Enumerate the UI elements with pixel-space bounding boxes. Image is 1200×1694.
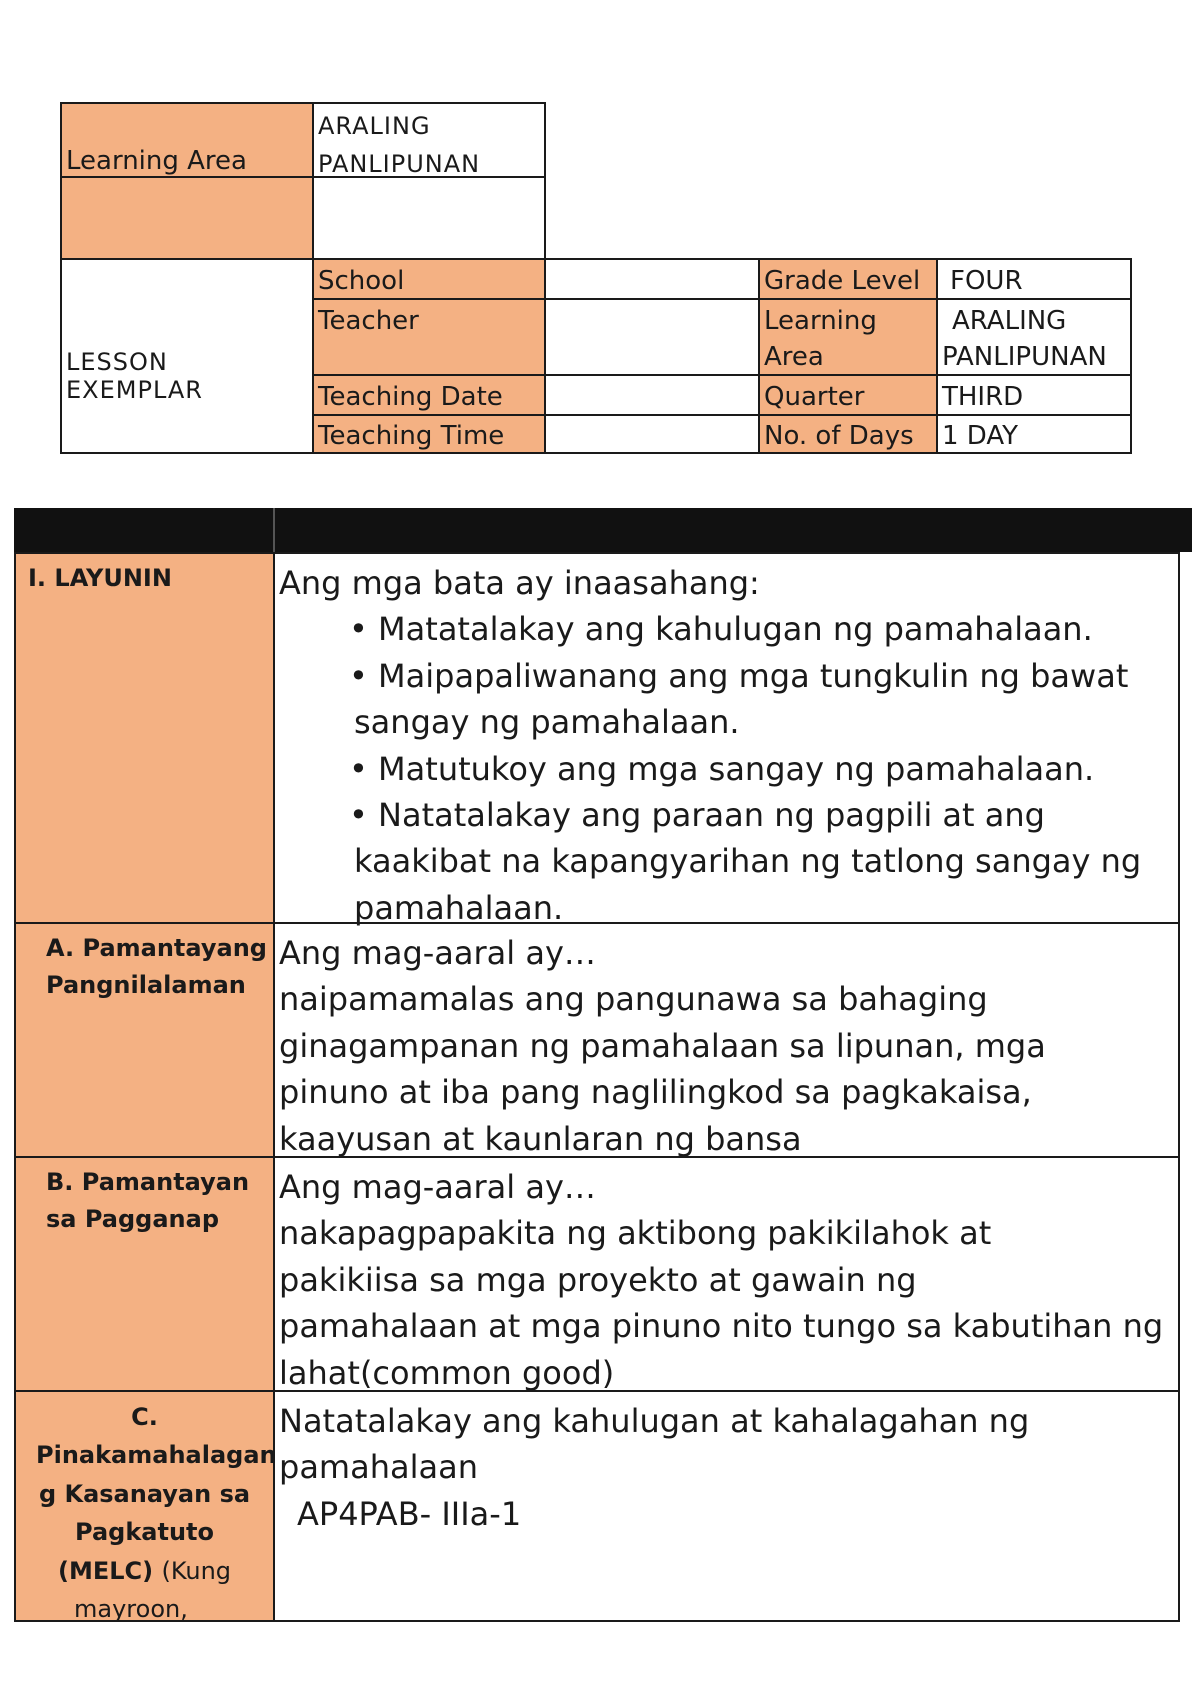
layunin-label: I. LAYUNIN: [28, 564, 172, 592]
lesson-exemplar-label: LESSON EXEMPLAR: [66, 348, 203, 404]
melc-code: AP4PAB- IIIa-1: [297, 1494, 522, 1533]
melc-label-cell: [14, 1390, 275, 1622]
teaching-time-label: Teaching Time: [318, 421, 505, 451]
pangnilalaman-label-cell: [14, 922, 275, 1158]
lesson-exemplar-cell: [60, 258, 314, 454]
learning-area-label-line1: Learning: [764, 306, 877, 336]
pagganap-line-3: pakikiisa sa mga proyekto at gawain ng: [279, 1260, 917, 1299]
teacher-label-cell: [312, 298, 546, 376]
learning-area-label-cell-2: [758, 298, 938, 376]
melc-line-2: pamahalaan: [279, 1448, 478, 1487]
pagganap-label-cell: [14, 1156, 275, 1392]
pangnilalaman-line-3: ginagampanan ng pamahalaan sa lipunan, mga: [279, 1026, 1046, 1065]
teacher-value-cell[interactable]: [544, 298, 760, 376]
days-value: 1 DAY: [942, 421, 1019, 451]
learning-area-value-cell-2: [936, 298, 1132, 376]
melc-label-line4: Pagkatuto: [75, 1518, 214, 1547]
header-band: [14, 508, 1192, 552]
learning-area-value2-line2: PANLIPUNAN: [942, 342, 1107, 372]
melc-label-line5: [16, 1552, 273, 1590]
melc-label-line1: C.: [131, 1403, 158, 1431]
days-label-cell: [758, 414, 938, 454]
pangnilalaman-label-line2: Pangnilalaman: [46, 971, 246, 1000]
header-band-divider: [273, 508, 275, 552]
quarter-label-cell: [758, 374, 938, 416]
learning-area-value-line1: ARALING: [318, 112, 431, 140]
melc-label-light: (Kung: [161, 1556, 232, 1585]
melc-label: [16, 1398, 277, 1628]
pangnilalaman-line-5: kaayusan at kaunlaran ng bansa: [279, 1119, 802, 1158]
learning-area-value-line2: PANLIPUNAN: [318, 150, 481, 178]
teaching-date-value-cell[interactable]: [544, 374, 760, 416]
grade-level-label: Grade Level: [764, 266, 921, 296]
pangnilalaman-line-4: pinuno at iba pang naglilingkod sa pagkakaisa,: [279, 1073, 1032, 1112]
pagganap-line-4: pamahalaan at mga pinuno nito tungo sa kabutihan ng: [279, 1307, 1164, 1346]
melc-line-1: Natatalakay ang kahulugan at kahalagahan ng: [279, 1402, 1030, 1440]
pagganap-content: [279, 1164, 1174, 1396]
grade-level-value-cell: [936, 258, 1132, 300]
grade-level-value: FOUR: [950, 266, 1023, 296]
layunin-label-cell: [14, 552, 275, 924]
quarter-value-cell: [936, 374, 1132, 416]
layunin-bullet-1: • Matatalakay ang kahulugan ng pamahalaan.: [349, 610, 1093, 649]
melc-label-line2: Pinakamahalagan: [36, 1441, 277, 1470]
melc-content: [279, 1398, 1174, 1537]
layunin-bullet-4c: pamahalaan.: [354, 888, 564, 927]
melc-label-line6: mayroon,: [74, 1594, 188, 1623]
layunin-bullet-4a: • Natatalakay ang paraan ng pagpili at ang: [349, 795, 1045, 834]
layunin-bullet-2b: sangay ng pamahalaan.: [354, 703, 740, 742]
teaching-time-value-cell[interactable]: [544, 414, 760, 454]
layunin-bullet-2a: • Maipapaliwanang ang mga tungkulin ng bawat: [349, 656, 1129, 695]
teacher-label: Teacher: [318, 306, 419, 336]
teaching-time-label-cell: [312, 414, 546, 454]
teaching-date-label: Teaching Date: [318, 382, 503, 412]
layunin-content-cell: [273, 552, 1180, 927]
melc-label-line3: g Kasanayan sa: [38, 1479, 251, 1508]
pangnilalaman-content-cell: [273, 922, 1180, 1158]
pangnilalaman-label: [46, 930, 267, 1004]
learning-area-label-line2: Area: [764, 342, 824, 372]
melc-label-bold: (MELC): [57, 1556, 154, 1585]
quarter-value: THIRD: [942, 382, 1024, 412]
teaching-date-label-cell: [312, 374, 546, 416]
school-label: School: [318, 266, 405, 296]
pagganap-label-line1: B. Pamantayan: [46, 1168, 250, 1196]
layunin-bullet-3: • Matutukoy ang mga sangay ng pamahalaan.: [349, 749, 1095, 788]
learning-area-label-cell: [60, 102, 314, 178]
layunin-intro: Ang mga bata ay inaasahang:: [279, 564, 760, 602]
pagganap-label: [46, 1164, 249, 1238]
layunin-bullet-4b: kaakibat na kapangyarihan ng tatlong sangay ng: [354, 842, 1142, 881]
melc-content-cell: [273, 1390, 1180, 1622]
learning-area-value-cell: [312, 102, 546, 178]
pagganap-line-1: Ang mag-aaral ay…: [279, 1168, 596, 1206]
learning-area-value2-line1: ARALING: [952, 306, 1067, 336]
school-label-cell: [312, 258, 546, 300]
days-label: No. of Days: [764, 421, 914, 451]
quarter-label: Quarter: [764, 382, 865, 412]
grade-level-label-cell: [758, 258, 938, 300]
pangnilalaman-label-line1: A. Pamantayang: [46, 934, 267, 962]
school-value-cell[interactable]: [544, 258, 760, 300]
pagganap-label-line2: sa Pagganap: [46, 1205, 219, 1234]
days-value-cell: [936, 414, 1132, 454]
empty-value-cell: [312, 176, 546, 260]
pangnilalaman-line-1: Ang mag-aaral ay…: [279, 934, 596, 972]
pagganap-line-2: nakapagpapakita ng aktibong pakikilahok at: [279, 1214, 992, 1253]
layunin-content: [279, 560, 1174, 931]
pangnilalaman-line-2: naipamamalas ang pangunawa sa bahaging: [279, 980, 988, 1019]
empty-label-cell: [60, 176, 314, 260]
pagganap-line-5: lahat(common good): [279, 1353, 615, 1392]
pangnilalaman-content: [279, 930, 1174, 1162]
pagganap-content-cell: [273, 1156, 1180, 1392]
learning-area-label: Learning Area: [66, 146, 247, 176]
